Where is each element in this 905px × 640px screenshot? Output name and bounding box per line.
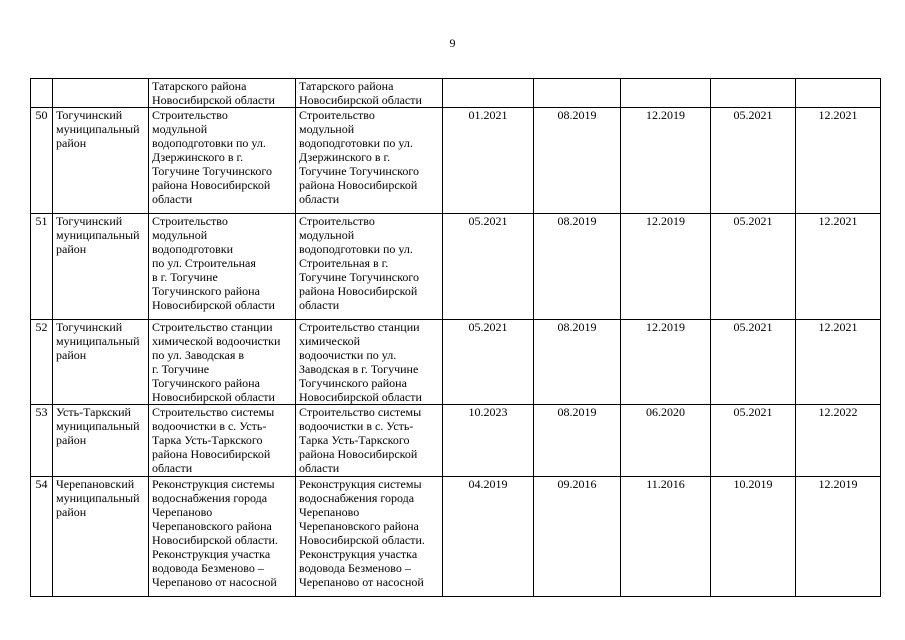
date-cell-3: 11.2016 (621, 477, 711, 597)
date-cell-3: 12.2019 (621, 320, 711, 405)
district-cell: Усть-Таркский муниципальный район (53, 405, 149, 477)
row-number: 52 (31, 320, 53, 405)
date-cell-1: 05.2021 (443, 214, 534, 320)
date-cell-3: 12.2019 (621, 214, 711, 320)
date-cell-1 (443, 79, 534, 108)
project-name-cell: Строительство системы водоочистки в с. Усть- Тарка Усть-Таркского района Новосибирской области (149, 405, 296, 477)
project-name-cell: Строительство модульной водоподготовки по ул. Дзержинского в г. Тогучине Тогучинского района Новосибирской области (149, 108, 296, 214)
date-cell-3: 06.2020 (621, 405, 711, 477)
date-cell-1: 04.2019 (443, 477, 534, 597)
date-cell-5: 12.2021 (796, 320, 881, 405)
table-row (31, 320, 881, 405)
date-cell-5: 12.2021 (796, 214, 881, 320)
row-number: 54 (31, 477, 53, 597)
date-cell-4 (711, 79, 796, 108)
page-number: 9 (449, 36, 456, 50)
date-cell-2: 08.2019 (534, 214, 621, 320)
row-number: 50 (31, 108, 53, 214)
district-cell: Тогучинский муниципальный район (53, 214, 149, 320)
table-row (31, 108, 881, 214)
project-name-alt-cell: Строительство модульной водоподготовки по ул. Строительная в г. Тогучине Тогучинского района Новосибирской области (296, 214, 443, 320)
date-cell-3: 12.2019 (621, 108, 711, 214)
date-cell-4: 05.2021 (711, 108, 796, 214)
table-row (31, 79, 881, 108)
project-name-cell: Реконструкция системы водоснабжения города Черепаново Черепановского района Новосибирской области. Реконструкция участка водовода Безменово – Черепаново от насосной (149, 477, 296, 597)
date-cell-2: 09.2016 (534, 477, 621, 597)
row-number: 53 (31, 405, 53, 477)
district-cell: Тогучинский муниципальный район (53, 320, 149, 405)
date-cell-4: 05.2021 (711, 405, 796, 477)
project-name-cell: Строительство станции химической водоочистки по ул. Заводская в г. Тогучине Тогучинского района Новосибирской области (149, 320, 296, 405)
date-cell-5 (796, 79, 881, 108)
date-cell-1: 05.2021 (443, 320, 534, 405)
project-name-alt-cell: Строительство станции химической водоочистки по ул. Заводская в г. Тогучине Тогучинского района Новосибирской области (296, 320, 443, 405)
date-cell-4: 10.2019 (711, 477, 796, 597)
row-number (31, 79, 53, 108)
district-cell (53, 79, 149, 108)
date-cell-2: 08.2019 (534, 108, 621, 214)
date-cell-5: 12.2021 (796, 108, 881, 214)
project-name-alt-cell: Строительство модульной водоподготовки по ул. Дзержинского в г. Тогучине Тогучинского района Новосибирской области (296, 108, 443, 214)
date-cell-5: 12.2022 (796, 405, 881, 477)
table-row (31, 405, 881, 477)
data-table (30, 78, 881, 597)
date-cell-1: 10.2023 (443, 405, 534, 477)
table-row (31, 477, 881, 597)
date-cell-3 (621, 79, 711, 108)
date-cell-1: 01.2021 (443, 108, 534, 214)
date-cell-4: 05.2021 (711, 320, 796, 405)
date-cell-2: 08.2019 (534, 320, 621, 405)
table-row (31, 214, 881, 320)
district-cell: Тогучинский муниципальный район (53, 108, 149, 214)
date-cell-5: 12.2019 (796, 477, 881, 597)
project-name-cell: Татарского района Новосибирской области (149, 79, 296, 108)
project-name-alt-cell: Татарского района Новосибирской области (296, 79, 443, 108)
project-name-alt-cell: Реконструкция системы водоснабжения города Черепаново Черепановского района Новосибирской области. Реконструкция участка водовода Безменово – Черепаново от насосной (296, 477, 443, 597)
date-cell-2 (534, 79, 621, 108)
project-name-alt-cell: Строительство системы водоочистки в с. Усть- Тарка Усть-Таркского района Новосибирской области (296, 405, 443, 477)
project-name-cell: Строительство модульной водоподготовки по ул. Строительная в г. Тогучине Тогучинского района Новосибирской области (149, 214, 296, 320)
date-cell-4: 05.2021 (711, 214, 796, 320)
row-number: 51 (31, 214, 53, 320)
district-cell: Черепановский муниципальный район (53, 477, 149, 597)
date-cell-2: 08.2019 (534, 405, 621, 477)
